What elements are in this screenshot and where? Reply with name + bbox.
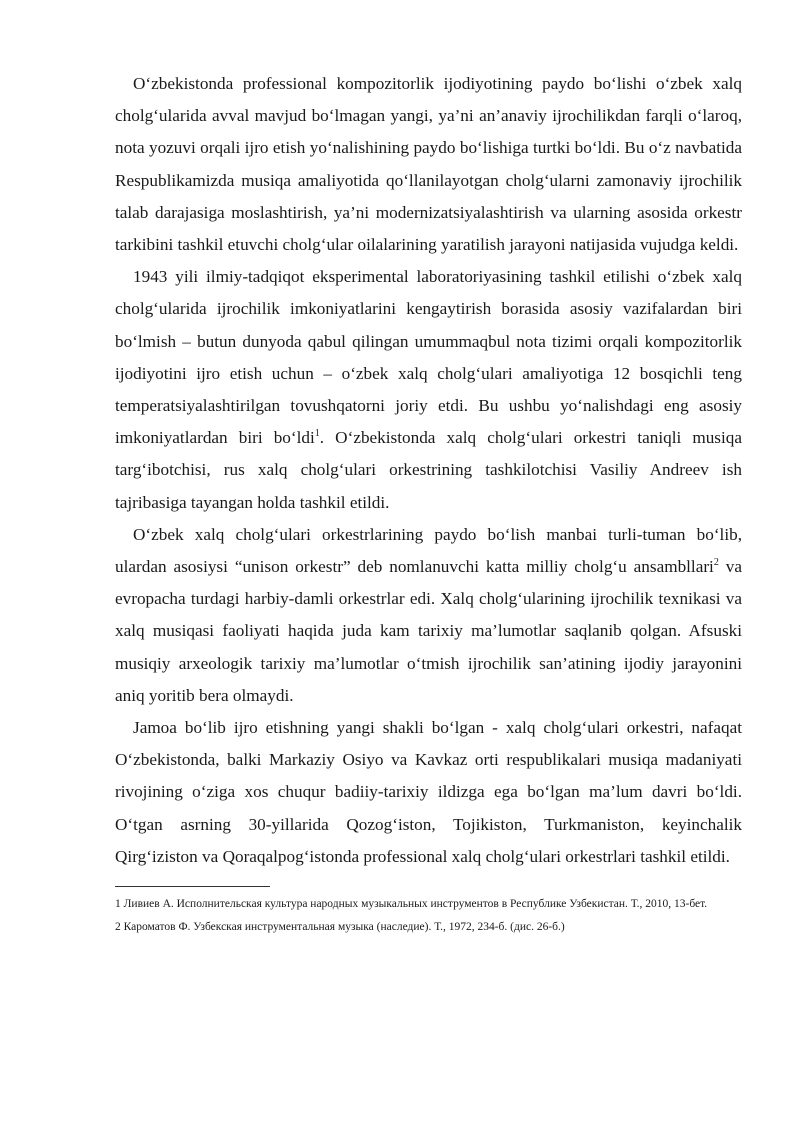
paragraph-3-text-b: va evropacha turdagi harbiy-damli orkestrlar edi. Xalq cholg‘ularining ijrochilik texnikasi va xalq musiqasi faoliyati haqida juda kam tarixiy ma’lumotlar saqlanib qolgan. Afsuski musiqiy arxeologik tarixiy ma’lumotlar o‘tmish ijrochilik san’atining ijodiy jarayonini aniq yoritib bera olmaydi. — [115, 557, 742, 705]
footnote-ref-1[interactable]: 1 — [314, 428, 320, 440]
footnote-2: 2 Кароматов Ф. Узбекская инструментальная музыка (наследие). Т., 1972, 234‑б. (дис. 26‑б.) — [115, 921, 565, 934]
paragraph-2 — [115, 261, 742, 519]
footnote-separator — [115, 886, 270, 887]
footnote-ref-2[interactable]: 2 — [713, 557, 719, 569]
paragraph-3 — [115, 519, 742, 712]
paragraph-2-text-a: 1943 yili ilmiy-tadqiqot eksperimental laboratoriyasining tashkil etilishi o‘zbek xalq cholg‘ularida ijrochilik imkoniyatlarini kengaytirish borasida asosiy vazifalardan biri bo‘lmish – butun dunyoda qabul qilingan umummaqbul nota tizimi orqali kompozitorlik ijodiyotini ijro etish uchun – o‘zbek xalq cholg‘ulari amaliyotiga 12 bosqichli teng temperatsiyalashtirilgan tovushqatorni joriy etdi. Bu ushbu yo‘nalishdagi eng asosiy imkoniyatlardan biri bo‘ldi — [115, 267, 742, 448]
paragraph-2-text-b: . O‘zbekistonda xalq cholg‘ulari orkestri taniqli musiqa targ‘ibotchisi, rus xalq cholg‘ulari orkestrining tashkilotchisi Vasiliy Andreev ish tajribasiga tayangan holda tashkil etildi. — [115, 428, 742, 512]
paragraph-4: Jamoa bo‘lib ijro etishning yangi shakli bo‘lgan - xalq cholg‘ulari orkestri, nafaqat O‘zbekistonda, balki Markaziy Osiyo va Kavkaz orti respublikalari musiqa madaniyati rivojining o‘ziga xos chuqur badiiy-tarixiy ildizga ega bo‘lgan ma’lum davri bo‘ldi. O‘tgan asrning 30-yillarida Qozog‘iston, Tojikiston, Turkmaniston, keyinchalik Qirg‘iziston va Qoraqalpog‘istonda professional xalq cholg‘ulari orkestrlari tashkil etildi. — [115, 718, 742, 866]
paragraph-3-text-a: O‘zbek xalq cholg‘ulari orkestrlarining paydo bo‘lish manbai turli-tuman bo‘lib, ulardan asosiysi “unison orkestr” deb nomlanuvchi katta milliy cholg‘u ansambllari — [115, 524, 742, 577]
paragraph-1: O‘zbekistonda professional kompozitorlik ijodiyotining paydo bo‘lishi o‘zbek xalq cholg‘ularida avval mavjud bo‘lmagan yangi, ya’ni an’anaviy ijrochilikdan farqli o‘laroq, nota yozuvi orqali ijro etish yo‘nalishining paydo bo‘lishiga turtki bo‘ldi. Bu o‘z navbatida Respublikamizda musiqa amaliyotida qo‘llanilayotgan cholg‘ularni zamonaviy ijrochilik talab darajasiga moslashtirish, ya’ni modernizatsiyalashtirish va ularning asosida orkestr tarkibini tashkil etuvchi cholg‘ular oilalarining yaratilish jarayoni natijasida vujudga keldi. — [115, 74, 742, 255]
document-page — [115, 68, 742, 942]
footnote-1: 1 Ливиев А. Исполнительская культура народных музыкальных инструментов в Республике Узбекистан. Т., 2010, 13-бет. — [115, 898, 708, 911]
